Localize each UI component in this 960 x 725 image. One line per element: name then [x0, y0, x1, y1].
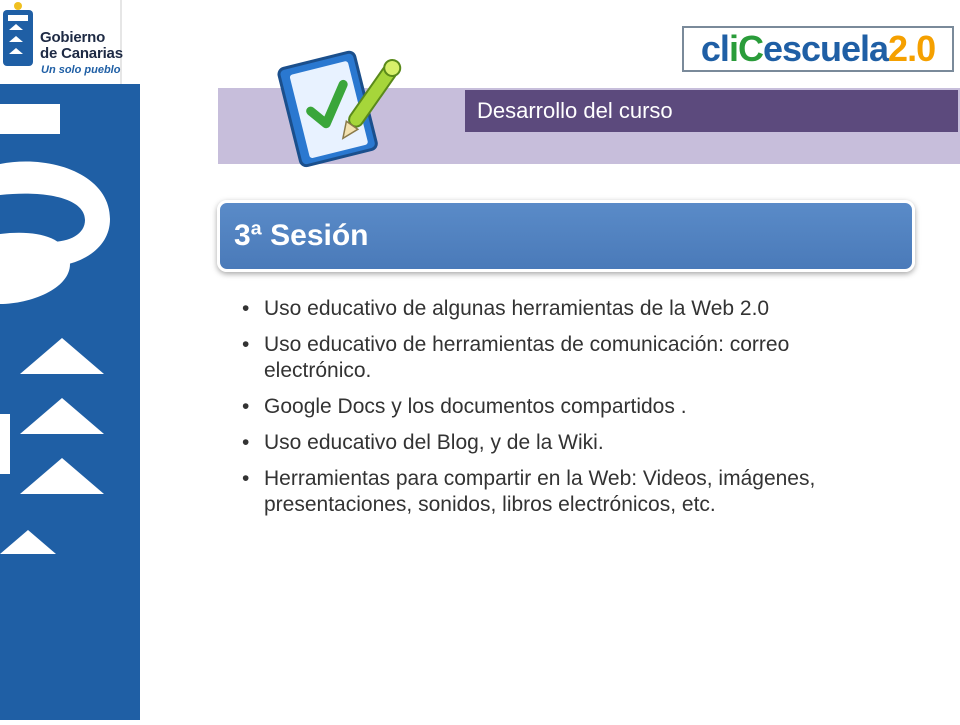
list-item: [240, 466, 880, 518]
gov-logo-line2: de Canarias: [40, 45, 123, 62]
bullet-icon: •: [242, 297, 250, 320]
bullet-icon: •: [242, 333, 250, 356]
bullet-icon: •: [242, 467, 250, 490]
list-item-text: Herramientas para compartir en la Web: Videos, imágenes, presentaciones, sonidos, libros electrónicos, etc.: [264, 467, 816, 516]
session-heading: 3ª Sesión: [217, 200, 915, 272]
clic-logo-part1: cl: [700, 28, 729, 69]
bullet-icon: •: [242, 431, 250, 454]
list-item: [240, 394, 880, 420]
list-item-text: Google Docs y los documentos compartidos .: [264, 395, 687, 418]
topic-list: [240, 296, 880, 528]
list-item: [240, 430, 880, 456]
list-item-text: Uso educativo de herramientas de comunicación: correo electrónico.: [264, 333, 790, 382]
clic-escuela-logo: [682, 26, 954, 72]
section-title: Desarrollo del curso: [465, 90, 958, 132]
clic-logo-part2: iC: [728, 28, 763, 69]
sidebar-emblem-graphic: [0, 84, 140, 720]
gov-logo-motto: Un solo pueblo: [41, 64, 121, 76]
gov-logo-line1: Gobierno: [40, 29, 106, 46]
list-item-text: Uso educativo del Blog, y de la Wiki.: [264, 431, 604, 454]
clic-logo-part3: escuela: [762, 28, 889, 69]
list-item: [240, 332, 880, 384]
clic-logo-part4: 2.0: [888, 28, 936, 69]
sidebar: [0, 0, 140, 720]
checklist-document-icon: [272, 44, 402, 170]
list-item-text: Uso educativo de algunas herramientas de la Web 2.0: [264, 297, 770, 320]
list-item: [240, 296, 880, 322]
sidebar-band: [0, 84, 140, 720]
bullet-icon: •: [242, 395, 250, 418]
